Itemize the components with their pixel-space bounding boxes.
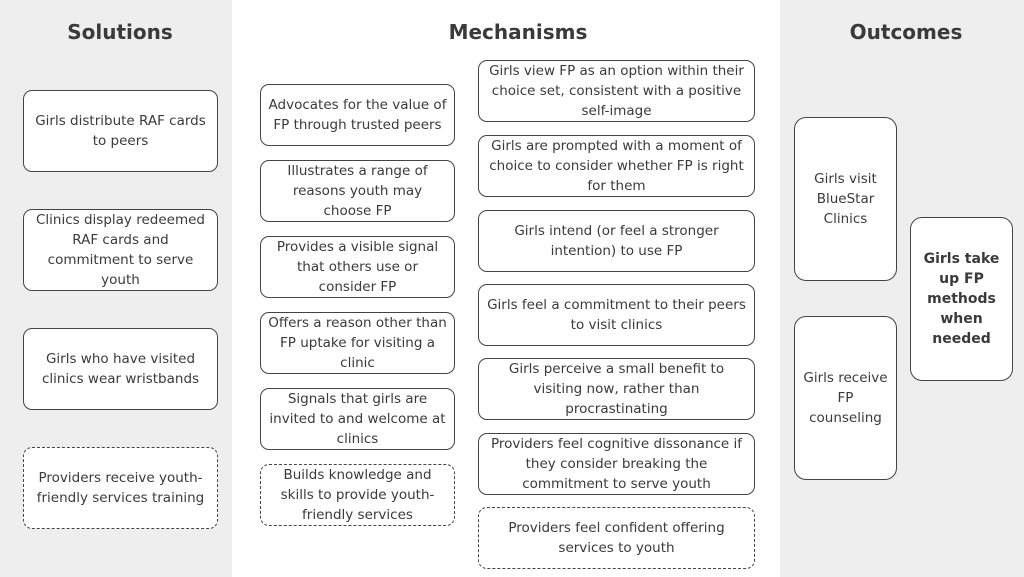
solution-box: Girls distribute RAF cards to peers	[23, 90, 218, 172]
mechanism-box: Signals that girls are invited to and welcome at clinics	[260, 388, 455, 450]
mechanism-box: Girls view FP as an option within their choice set, consistent with a positive self-image	[478, 60, 755, 122]
solutions-heading: Solutions	[67, 20, 173, 44]
mechanism-box: Advocates for the value of FP through trusted peers	[260, 84, 455, 146]
mechanisms-heading: Mechanisms	[448, 20, 588, 44]
mechanism-box: Illustrates a range of reasons youth may choose FP	[260, 160, 455, 222]
outcomes-heading: Outcomes	[849, 20, 963, 44]
solution-box: Clinics display redeemed RAF cards and commitment to serve youth	[23, 209, 218, 291]
mechanism-box: Builds knowledge and skills to provide youth-friendly services	[260, 464, 455, 526]
mechanism-box: Girls intend (or feel a stronger intention) to use FP	[478, 210, 755, 272]
outcome-box: Girls visit BlueStar Clinics	[794, 117, 897, 281]
outcome-box: Girls receive FP counseling	[794, 316, 897, 480]
solution-box: Providers receive youth-friendly services training	[23, 447, 218, 529]
mechanism-box: Girls perceive a small benefit to visiting now, rather than procrastinating	[478, 358, 755, 420]
mechanism-box: Girls are prompted with a moment of choice to consider whether FP is right for them	[478, 135, 755, 197]
mechanism-box: Offers a reason other than FP uptake for visiting a clinic	[260, 312, 455, 374]
final-outcome-box: Girls take up FP methods when needed	[910, 217, 1013, 381]
solution-box: Girls who have visited clinics wear wristbands	[23, 328, 218, 410]
mechanism-box: Girls feel a commitment to their peers to visit clinics	[478, 284, 755, 346]
mechanism-box: Providers feel confident offering services to youth	[478, 507, 755, 569]
mechanism-box: Provides a visible signal that others use or consider FP	[260, 236, 455, 298]
mechanism-box: Providers feel cognitive dissonance if they consider breaking the commitment to serve youth	[478, 433, 755, 495]
